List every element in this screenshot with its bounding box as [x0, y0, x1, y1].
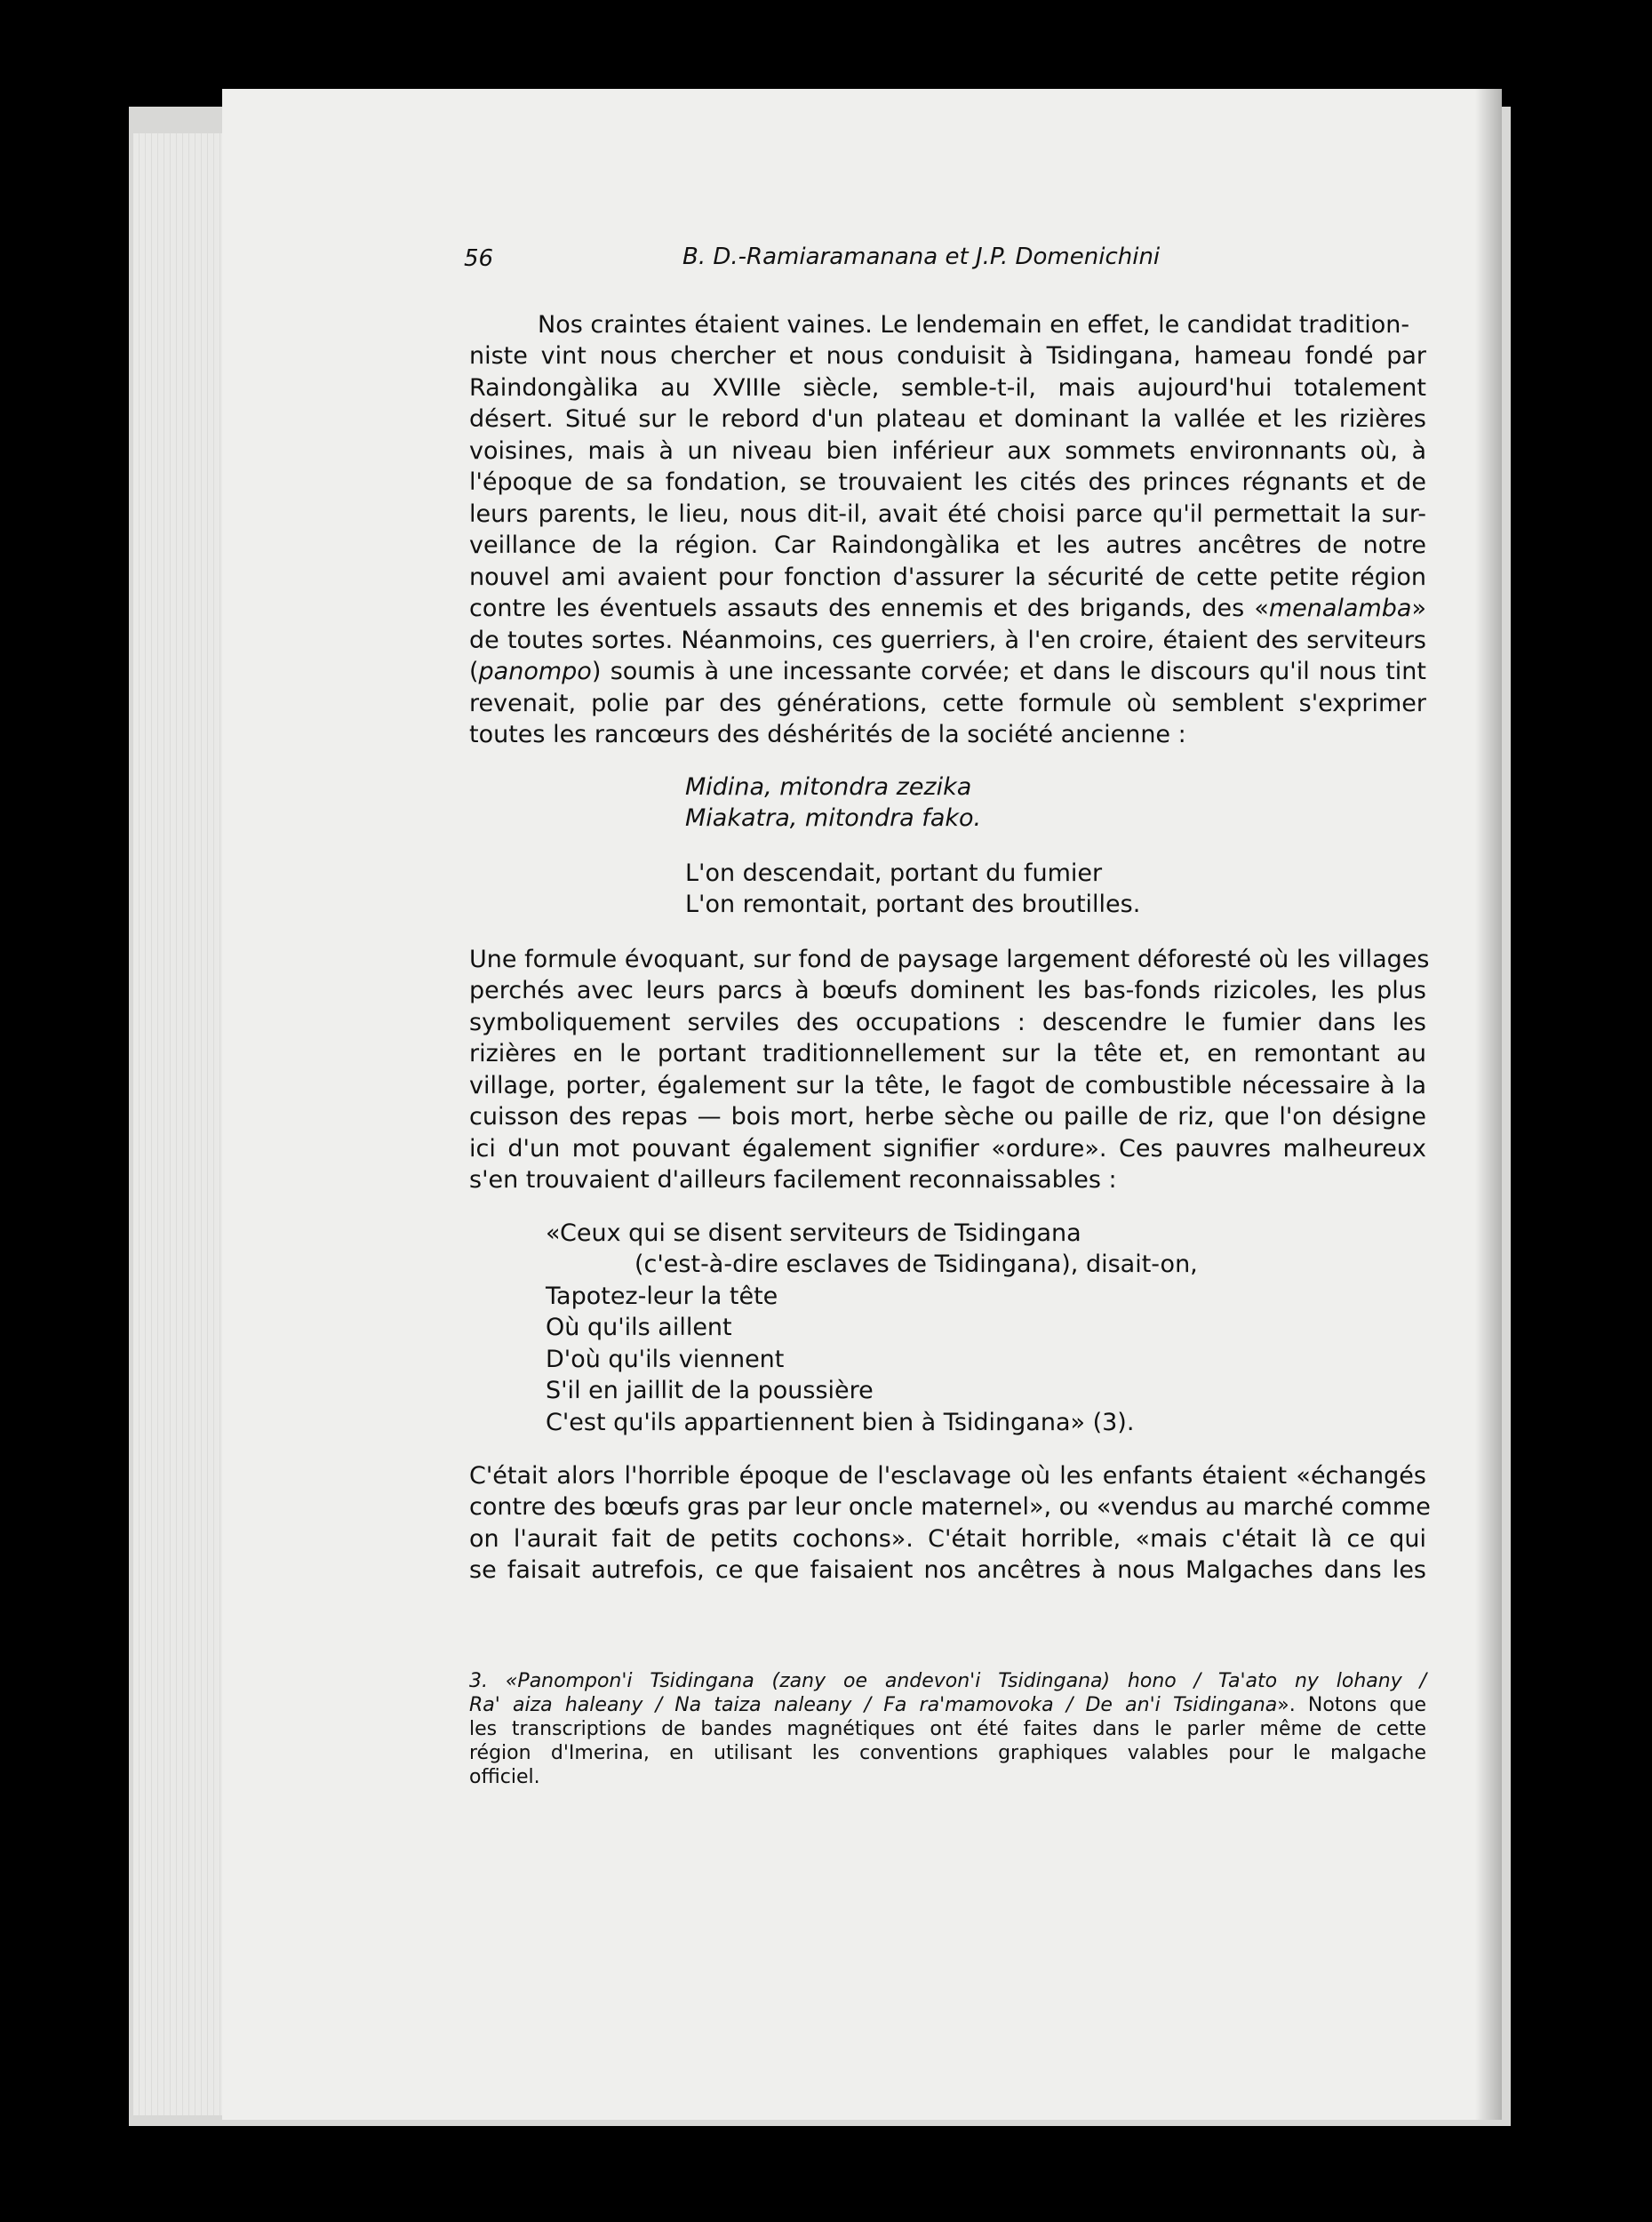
para1-line — [469, 656, 1426, 688]
para2-line: Une formule évoquant, sur fond de paysage largement déforesté où les villages — [469, 946, 1430, 973]
para1-line: leurs parents, le lieu, nous dit-il, avait été choisi parce qu'il permettait la sur- — [469, 500, 1426, 528]
para3-line: C'était alors l'horrible époque de l'esclavage où les enfants étaient «échangés — [469, 1462, 1426, 1490]
para1-line: nouvel ami avaient pour fonction d'assurer la sécurité de cette petite région — [469, 563, 1426, 591]
footnote-line: 3. «Panompon'i Tsidingana (zany oe andevon'i Tsidingana) hono / Ta'ato ny lohany / — [469, 1670, 1426, 1692]
spine-shadow — [1475, 89, 1502, 2120]
para1-line: revenait, polie par des générations, cette formule où semblent s'exprimer — [469, 690, 1426, 717]
footnote-text: ». Notons que — [1277, 1694, 1427, 1716]
quote-line: S'il en jaillit de la poussière — [546, 1377, 874, 1404]
text-run: contre les éventuels assauts des ennemis et des brigands, des « — [469, 595, 1269, 622]
french-verse-line: L'on remontait, portant des broutilles. — [685, 891, 1141, 918]
text-run: ( — [469, 658, 479, 685]
para1-line: Raindongàlika au XVIIIe siècle, semble-t-il, mais aujourd'hui totalement — [469, 374, 1426, 402]
para2-line: s'en trouvaient d'ailleurs facilement reconnaissables : — [469, 1166, 1117, 1194]
para1-line: toutes les rancœurs des déshérités de la société ancienne : — [469, 721, 1186, 748]
para2-line: village, porter, également sur la tête, le fagot de combustible nécessaire à la — [469, 1072, 1426, 1099]
para3-line: contre des bœufs gras par leur oncle maternel», ou «vendus au marché comme — [469, 1493, 1431, 1521]
french-verse-line: L'on descendait, portant du fumier — [685, 859, 1103, 887]
quote-line: C'est qu'ils appartiennent bien à Tsidingana» (3). — [546, 1409, 1135, 1436]
para1-line: veillance de la région. Car Raindongàlika et les autres ancêtres de notre — [469, 532, 1426, 559]
para1-line: désert. Situé sur le rebord d'un plateau et dominant la vallée et les rizières — [469, 405, 1426, 433]
text-run: ) soumis à une incessante corvée; et dans le discours qu'il nous tint — [591, 658, 1426, 685]
para1-line: niste vint nous chercher et nous conduisit à Tsidingana, hameau fondé par — [469, 342, 1426, 370]
para3-line: se faisait autrefois, ce que faisaient nos ancêtres à nous Malgaches dans les — [469, 1556, 1426, 1584]
para2-line: symboliquement serviles des occupations : descendre le fumier dans les — [469, 1009, 1426, 1036]
running-header: B. D.-Ramiaramanana et J.P. Domenichini — [682, 244, 1161, 270]
para2-line: ici d'un mot pouvant également signifier «ordure». Ces pauvres malheureux — [469, 1135, 1426, 1163]
page — [222, 89, 1502, 2120]
page-edges — [133, 133, 231, 2115]
text-run: » — [1411, 595, 1426, 622]
quote-line: Où qu'ils aillent — [546, 1314, 732, 1341]
para2-line: rizières en le portant traditionnellement sur la tête et, en remontant au — [469, 1040, 1426, 1067]
para2-line: perchés avec leurs parcs à bœufs dominent les bas-fonds rizicoles, les plus — [469, 977, 1426, 1004]
footnote-line: officiel. — [469, 1766, 540, 1788]
quote-line: D'où qu'ils viennent — [546, 1346, 785, 1373]
italic-term: panompo — [478, 658, 592, 685]
para1-line: l'époque de sa fondation, se trouvaient les cités des princes régnants et de — [469, 468, 1426, 496]
page-number: 56 — [464, 245, 494, 272]
para1-line: Nos craintes étaient vaines. Le lendemain en effet, le candidat tradition- — [538, 311, 1410, 339]
footnote-line: les transcriptions de bandes magnétiques ont été faites dans le parler même de cette — [469, 1718, 1426, 1740]
italic-term: menalamba — [1268, 595, 1412, 622]
footnote-italic: Ra' aiza haleany / Na taiza naleany / Fa ra'mamovoka / De an'i Tsidingana — [469, 1694, 1278, 1716]
quote-line: Tapotez-leur la tête — [546, 1283, 778, 1310]
malagasy-verse-line: Miakatra, mitondra fako. — [685, 804, 982, 832]
para2-line: cuisson des repas — bois mort, herbe sèche ou paille de riz, que l'on désigne — [469, 1103, 1426, 1131]
para1-line — [469, 593, 1426, 625]
para1-line: voisines, mais à un niveau bien inférieur aux sommets environnants où, à — [469, 437, 1426, 465]
quote-line: «Ceux qui se disent serviteurs de Tsidingana — [546, 1219, 1081, 1247]
malagasy-verse-line: Midina, mitondra zezika — [685, 773, 972, 801]
para1-line: de toutes sortes. Néanmoins, ces guerriers, à l'en croire, étaient des serviteurs — [469, 627, 1426, 654]
footnote-line — [469, 1693, 1426, 1717]
quote-line: (c'est-à-dire esclaves de Tsidingana), disait-on, — [634, 1251, 1198, 1278]
para3-line: on l'aurait fait de petits cochons». C'était horrible, «mais c'était là ce qui — [469, 1525, 1426, 1553]
footnote-line: région d'Imerina, en utilisant les conventions graphiques valables pour le malgache — [469, 1742, 1426, 1764]
